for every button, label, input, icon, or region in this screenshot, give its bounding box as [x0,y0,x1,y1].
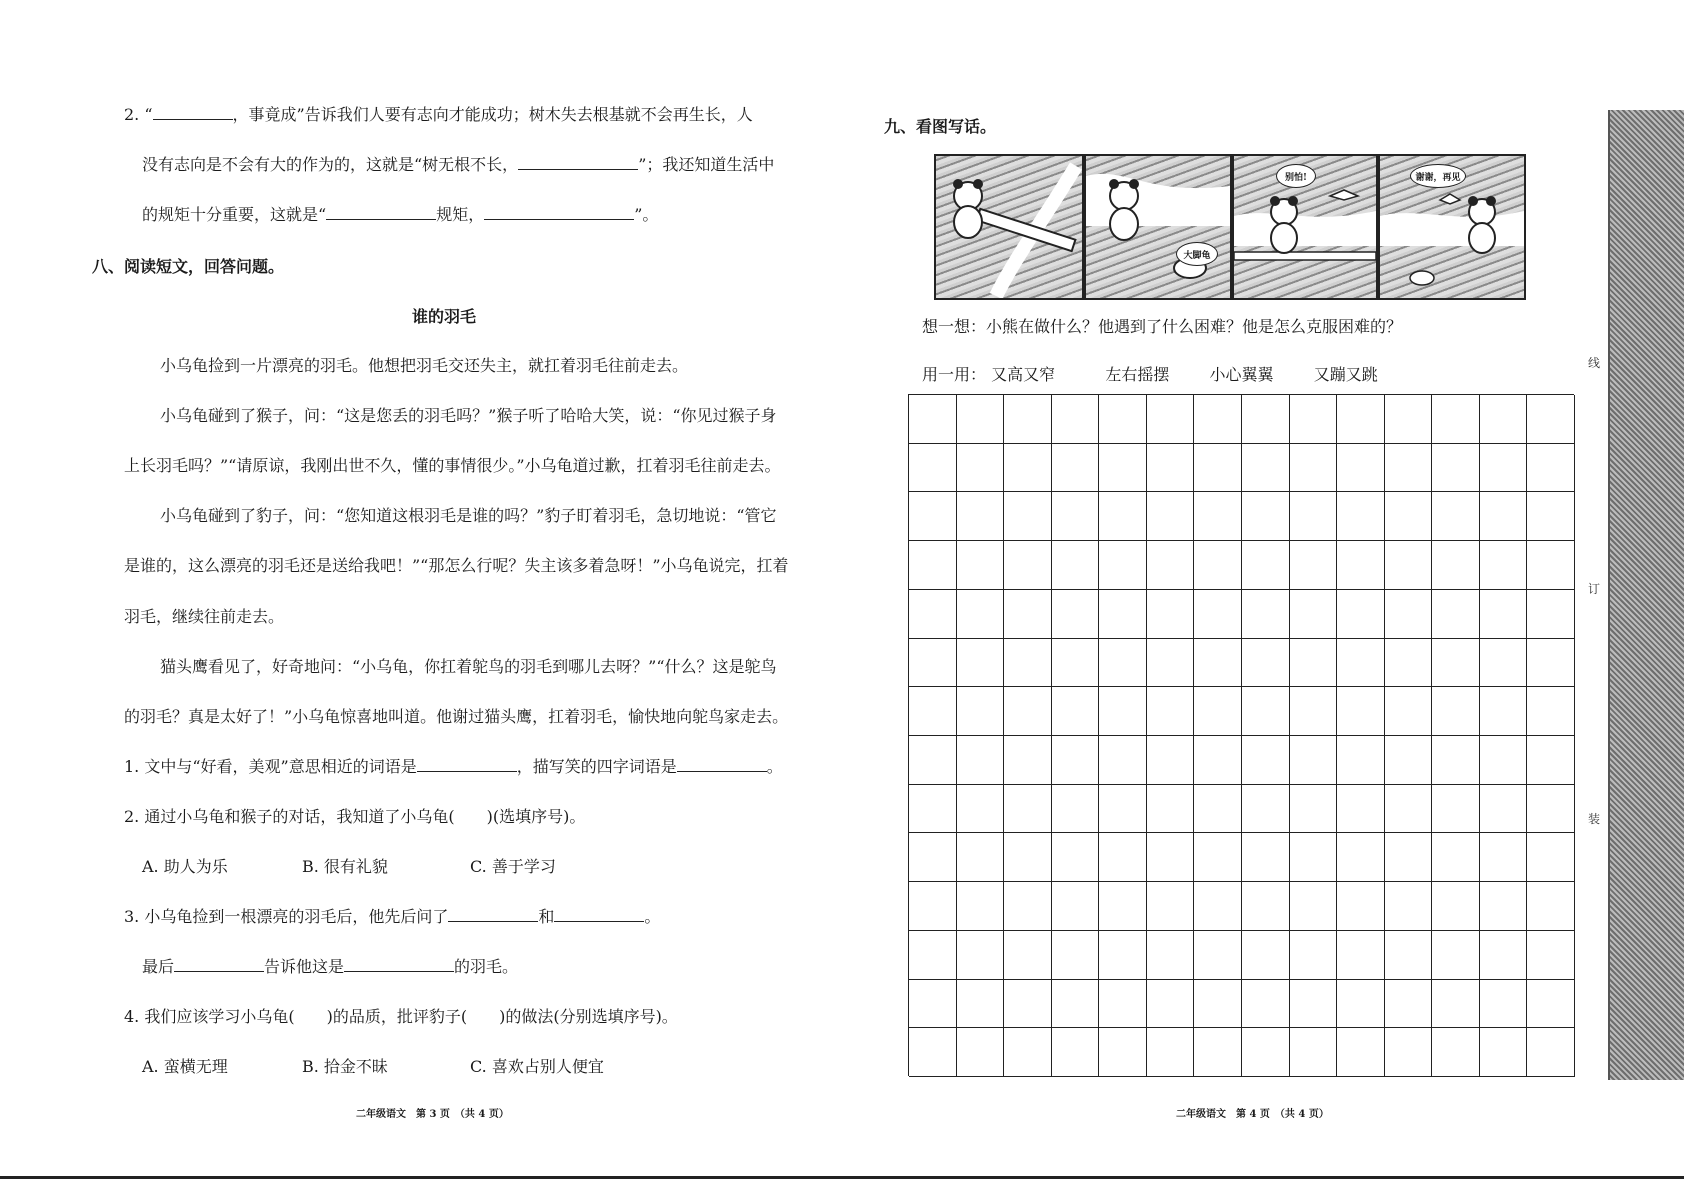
grid-cell[interactable] [1004,590,1052,639]
grid-cell[interactable] [1099,882,1147,931]
grid-cell[interactable] [1004,444,1052,493]
grid-cell[interactable] [1337,687,1385,736]
grid-cell[interactable] [1337,639,1385,688]
grid-cell[interactable] [1052,687,1100,736]
grid-cell[interactable] [1194,1028,1242,1077]
word-3: 小心翼翼 [1209,365,1274,384]
grid-cell[interactable] [957,931,1005,980]
section9-heading: 九、看图写话。 [884,117,997,136]
passage-paragraph: 小乌龟碰到了猴子，问：“这是您丢的羽毛吗？”猴子听了哈哈大笑，说：“你见过猴子身 [160,406,777,425]
grid-cell[interactable] [1194,639,1242,688]
grid-cell[interactable] [1004,736,1052,785]
passage-paragraph: 小乌龟捡到一片漂亮的羽毛。他想把羽毛交还失主，就扛着羽毛往前走去。 [160,356,689,375]
grid-cell[interactable] [1242,1028,1290,1077]
grid-cell[interactable] [1194,687,1242,736]
bear-at-river-icon [1086,156,1230,298]
grid-cell[interactable] [1385,541,1433,590]
q2-option-c[interactable]: C. 善于学习 [470,857,556,876]
grid-cell[interactable] [1099,492,1147,541]
grid-cell[interactable] [1290,882,1338,931]
grid-cell[interactable] [1385,931,1433,980]
grid-cell[interactable] [1527,492,1575,541]
grid-cell[interactable] [1242,882,1290,931]
grid-cell[interactable] [957,736,1005,785]
blank-field[interactable] [417,757,517,772]
grid-cell[interactable] [1385,444,1433,493]
grid-cell[interactable] [1527,639,1575,688]
grid-cell[interactable] [1337,931,1385,980]
use-prompt: 用一用： 又高又窄 左右摇摆 小心翼翼 又蹦又跳 [922,365,1378,384]
grid-cell[interactable] [909,1028,957,1077]
grid-cell[interactable] [1242,590,1290,639]
grid-cell[interactable] [1480,931,1528,980]
grid-cell[interactable] [1527,882,1575,931]
grid-cell[interactable] [957,882,1005,931]
grid-cell[interactable] [1099,541,1147,590]
grid-cell[interactable] [1147,833,1195,882]
grid-cell[interactable] [1527,980,1575,1029]
grid-cell[interactable] [1052,590,1100,639]
grid-cell[interactable] [957,785,1005,834]
writing-grid[interactable] [908,394,1574,1076]
passage-paragraph: 是谁的，这么漂亮的羽毛还是送给我吧！”“那怎么行呢？失主该多着急呀！”小乌龟说完，扛着 [124,556,789,575]
grid-cell[interactable] [1527,931,1575,980]
binding-mark: 装 [1588,812,1601,826]
grid-cell[interactable] [1527,444,1575,493]
grid-cell[interactable] [1432,639,1480,688]
grid-cell[interactable] [1052,1028,1100,1077]
grid-cell[interactable] [909,541,957,590]
grid-cell[interactable] [957,395,1005,444]
grid-cell[interactable] [1290,687,1338,736]
grid-cell[interactable] [1194,395,1242,444]
grid-cell[interactable] [909,590,957,639]
q7-item2-line3: 的规矩十分重要，这就是“ 规矩， ”。 [142,205,659,224]
grid-cell[interactable] [1052,833,1100,882]
q4-option-b[interactable]: B. 拾金不昧 [302,1057,388,1076]
grid-cell[interactable] [909,687,957,736]
grid-cell[interactable] [1527,687,1575,736]
grid-cell[interactable] [1004,882,1052,931]
grid-cell[interactable] [1242,395,1290,444]
grid-cell[interactable] [1527,541,1575,590]
grid-cell[interactable] [1194,492,1242,541]
grid-cell[interactable] [1052,785,1100,834]
grid-cell[interactable] [1385,882,1433,931]
grid-cell[interactable] [1480,1028,1528,1077]
grid-cell[interactable] [1432,541,1480,590]
binding-mark: 订 [1588,582,1601,596]
grid-cell[interactable] [1432,833,1480,882]
grid-cell[interactable] [1527,590,1575,639]
grid-cell[interactable] [1432,785,1480,834]
passage-title: 谁的羽毛 [412,307,477,326]
question-4: 4. 我们应该学习小乌龟( )的品质，批评豹子( )的做法(分别选填序号)。 [124,1007,678,1026]
grid-cell[interactable] [1147,980,1195,1029]
speech-bubble: 大脚龟 [1176,242,1218,266]
grid-cell[interactable] [1480,785,1528,834]
grid-cell[interactable] [1242,980,1290,1029]
grid-cell[interactable] [909,980,957,1029]
grid-cell[interactable] [1099,590,1147,639]
grid-cell[interactable] [1194,590,1242,639]
grid-cell[interactable] [1194,833,1242,882]
grid-cell[interactable] [1385,1028,1433,1077]
grid-cell[interactable] [1242,639,1290,688]
word-2: 左右摇摆 [1105,365,1170,384]
grid-cell[interactable] [1242,833,1290,882]
word-1: 又高又窄 [991,365,1056,384]
grid-cell[interactable] [1290,833,1338,882]
q4-option-a[interactable]: A. 蛮横无理 [142,1057,228,1076]
grid-cell[interactable] [1194,931,1242,980]
grid-cell[interactable] [1052,882,1100,931]
grid-cell[interactable] [1432,931,1480,980]
grid-cell[interactable] [1147,492,1195,541]
blank-field[interactable] [448,907,538,922]
grid-cell[interactable] [1290,1028,1338,1077]
grid-cell[interactable] [1194,785,1242,834]
grid-cell[interactable] [1480,980,1528,1029]
q7-item2-line2: 没有志向是不会有大的作为的，这就是“树无根不长， ”；我还知道生活中 [142,155,775,174]
q2-option-b[interactable]: B. 很有礼貌 [302,857,388,876]
grid-cell[interactable] [957,980,1005,1029]
word-4: 又蹦又跳 [1313,365,1378,384]
q2-option-a[interactable]: A. 助人为乐 [142,857,228,876]
passage-paragraph: 小乌龟碰到了豹子，问：“您知道这根羽毛是谁的吗？”豹子盯着羽毛，急切地说：“管它 [160,506,777,525]
grid-cell[interactable] [1242,444,1290,493]
grid-cell[interactable] [1337,590,1385,639]
grid-cell[interactable] [1480,541,1528,590]
blank-field[interactable] [153,105,233,120]
grid-cell[interactable] [1004,833,1052,882]
grid-cell[interactable] [1194,882,1242,931]
grid-cell[interactable] [1194,444,1242,493]
grid-cell[interactable] [909,833,957,882]
grid-cell[interactable] [909,444,957,493]
grid-cell[interactable] [1147,395,1195,444]
grid-cell[interactable] [1385,639,1433,688]
question-1: 1. 文中与“好看，美观”意思相近的词语是 ，描写笑的四字词语是 。 [124,757,783,776]
grid-cell[interactable] [1052,444,1100,493]
grid-cell[interactable] [1004,541,1052,590]
grid-cell[interactable] [1147,1028,1195,1077]
grid-cell[interactable] [1337,736,1385,785]
grid-cell[interactable] [1527,833,1575,882]
grid-cell[interactable] [1099,687,1147,736]
grid-cell[interactable] [1337,1028,1385,1077]
q7-item2-line1: 2. “ ，事竟成”告诉我们人要有志向才能成功；树木失去根基就不会再生长，人 [124,105,753,124]
right-page-footer: 二年级语文 第 4 页 （共 4 页） [1176,1109,1329,1120]
grid-cell[interactable] [1432,492,1480,541]
grid-cell[interactable] [1527,785,1575,834]
question-3: 3. 小乌龟捡到一根漂亮的羽毛后，他先后问了 和 。 [124,907,661,926]
grid-cell[interactable] [1337,444,1385,493]
grid-cell[interactable] [1432,736,1480,785]
grid-cell[interactable] [1480,882,1528,931]
grid-cell[interactable] [957,492,1005,541]
grid-cell[interactable] [1480,639,1528,688]
passage-paragraph: 上长羽毛吗？”“请原谅，我刚出世不久，懂的事情很少。”小乌龟道过歉，扛着羽毛往前走去。 [124,456,781,475]
grid-cell[interactable] [1147,882,1195,931]
blank-field[interactable] [174,957,264,972]
grid-cell[interactable] [1147,687,1195,736]
grid-cell[interactable] [1290,444,1338,493]
grid-cell[interactable] [1099,736,1147,785]
q4-option-c[interactable]: C. 喜欢占别人便宜 [470,1057,604,1076]
grid-cell[interactable] [1480,395,1528,444]
grid-cell[interactable] [1242,541,1290,590]
grid-cell[interactable] [1432,882,1480,931]
blank-field[interactable] [677,757,767,772]
grid-cell[interactable] [909,931,957,980]
grid-cell[interactable] [1052,931,1100,980]
comic-panel-2 [1084,154,1232,300]
grid-cell[interactable] [909,882,957,931]
grid-cell[interactable] [1242,736,1290,785]
grid-cell[interactable] [1004,1028,1052,1077]
grid-cell[interactable] [1052,492,1100,541]
grid-cell[interactable] [909,736,957,785]
grid-cell[interactable] [909,492,957,541]
binding-strip [1608,110,1684,1080]
grid-cell[interactable] [1480,444,1528,493]
grid-cell[interactable] [1480,687,1528,736]
grid-cell[interactable] [1242,931,1290,980]
grid-cell[interactable] [1099,785,1147,834]
grid-cell[interactable] [1385,833,1433,882]
grid-cell[interactable] [909,395,957,444]
grid-cell[interactable] [1385,492,1433,541]
passage-paragraph: 的羽毛？真是太好了！”小乌龟惊喜地叫道。他谢过猫头鹰，扛着羽毛，愉快地向鸵鸟家走去。 [124,707,789,726]
comic-panel-1 [934,154,1084,300]
grid-cell[interactable] [1290,736,1338,785]
comic-panel-3 [1232,154,1378,300]
binding-mark: 线 [1588,356,1601,370]
grid-cell[interactable] [1099,395,1147,444]
grid-cell[interactable] [957,541,1005,590]
grid-cell[interactable] [1432,687,1480,736]
grid-cell[interactable] [1099,1028,1147,1077]
passage-paragraph: 羽毛，继续往前走去。 [124,607,285,626]
grid-cell[interactable] [1147,639,1195,688]
grid-cell[interactable] [1147,444,1195,493]
question-3-line2: 最后 告诉他这是 的羽毛。 [142,957,519,976]
grid-cell[interactable] [1242,785,1290,834]
blank-field[interactable] [326,205,436,220]
grid-cell[interactable] [957,444,1005,493]
grid-cell[interactable] [1147,541,1195,590]
grid-cell[interactable] [1147,590,1195,639]
grid-cell[interactable] [1194,980,1242,1029]
grid-cell[interactable] [1099,444,1147,493]
blank-field[interactable] [484,205,634,220]
grid-cell[interactable] [957,687,1005,736]
blank-field[interactable] [518,155,638,170]
speech-bubble: 别怕! [1276,164,1316,188]
grid-cell[interactable] [1480,833,1528,882]
grid-cell[interactable] [1099,833,1147,882]
grid-cell[interactable] [1052,639,1100,688]
grid-cell[interactable] [1099,639,1147,688]
passage-paragraph: 猫头鹰看见了，好奇地问：“小乌龟，你扛着鸵鸟的羽毛到哪儿去呀？”“什么？这是鸵鸟 [160,657,777,676]
grid-cell[interactable] [1242,492,1290,541]
grid-cell[interactable] [1432,395,1480,444]
grid-cell[interactable] [1290,639,1338,688]
grid-cell[interactable] [1337,492,1385,541]
grid-cell[interactable] [1242,687,1290,736]
grid-cell[interactable] [1194,541,1242,590]
grid-cell[interactable] [1337,980,1385,1029]
grid-cell[interactable] [1052,541,1100,590]
grid-cell[interactable] [1337,833,1385,882]
grid-cell[interactable] [1004,785,1052,834]
grid-cell[interactable] [1004,980,1052,1029]
grid-cell[interactable] [1290,980,1338,1029]
grid-cell[interactable] [1004,395,1052,444]
bear-on-log-icon [936,156,1082,298]
grid-cell[interactable] [1337,395,1385,444]
grid-cell[interactable] [1480,736,1528,785]
grid-cell[interactable] [1432,590,1480,639]
grid-cell[interactable] [909,785,957,834]
grid-cell[interactable] [1004,492,1052,541]
grid-cell[interactable] [957,639,1005,688]
grid-cell[interactable] [1290,785,1338,834]
blank-field[interactable] [554,907,644,922]
grid-cell[interactable] [1480,492,1528,541]
scan-edge [0,1176,1684,1179]
grid-cell[interactable] [1290,492,1338,541]
grid-cell[interactable] [1385,687,1433,736]
grid-cell[interactable] [1385,785,1433,834]
grid-cell[interactable] [1004,639,1052,688]
grid-cell[interactable] [1527,736,1575,785]
grid-cell[interactable] [1432,1028,1480,1077]
grid-cell[interactable] [1099,980,1147,1029]
grid-cell[interactable] [1290,541,1338,590]
question-2: 2. 通过小乌龟和猴子的对话，我知道了小乌龟( )(选填序号)。 [124,807,586,826]
grid-cell[interactable] [1385,395,1433,444]
grid-cell[interactable] [1385,590,1433,639]
grid-cell[interactable] [1052,980,1100,1029]
section8-heading: 八、阅读短文，回答问题。 [92,257,285,276]
grid-cell[interactable] [1194,736,1242,785]
grid-cell[interactable] [1385,980,1433,1029]
left-page-footer: 二年级语文 第 3 页 （共 4 页） [356,1109,509,1120]
grid-cell[interactable] [1432,444,1480,493]
grid-cell[interactable] [1147,931,1195,980]
grid-cell[interactable] [1527,395,1575,444]
grid-cell[interactable] [957,1028,1005,1077]
think-prompt: 想一想：小熊在做什么？他遇到了什么困难？他是怎么克服困难的？ [922,317,1403,336]
grid-cell[interactable] [1052,736,1100,785]
grid-cell[interactable] [1337,882,1385,931]
blank-field[interactable] [344,957,454,972]
grid-cell[interactable] [1385,736,1433,785]
grid-cell[interactable] [1527,1028,1575,1077]
grid-cell[interactable] [1290,395,1338,444]
grid-cell[interactable] [1099,931,1147,980]
grid-cell[interactable] [957,833,1005,882]
grid-cell[interactable] [1004,931,1052,980]
grid-cell[interactable] [1290,931,1338,980]
grid-cell[interactable] [909,639,957,688]
grid-cell[interactable] [1004,687,1052,736]
comic-panel-4 [1378,154,1526,300]
grid-cell[interactable] [1147,785,1195,834]
speech-bubble: 谢谢，再见 [1410,164,1466,188]
grid-cell[interactable] [1480,590,1528,639]
grid-cell[interactable] [1290,590,1338,639]
grid-cell[interactable] [1052,395,1100,444]
grid-cell[interactable] [1147,736,1195,785]
grid-cell[interactable] [957,590,1005,639]
grid-cell[interactable] [1337,785,1385,834]
grid-cell[interactable] [1432,980,1480,1029]
grid-cell[interactable] [1337,541,1385,590]
